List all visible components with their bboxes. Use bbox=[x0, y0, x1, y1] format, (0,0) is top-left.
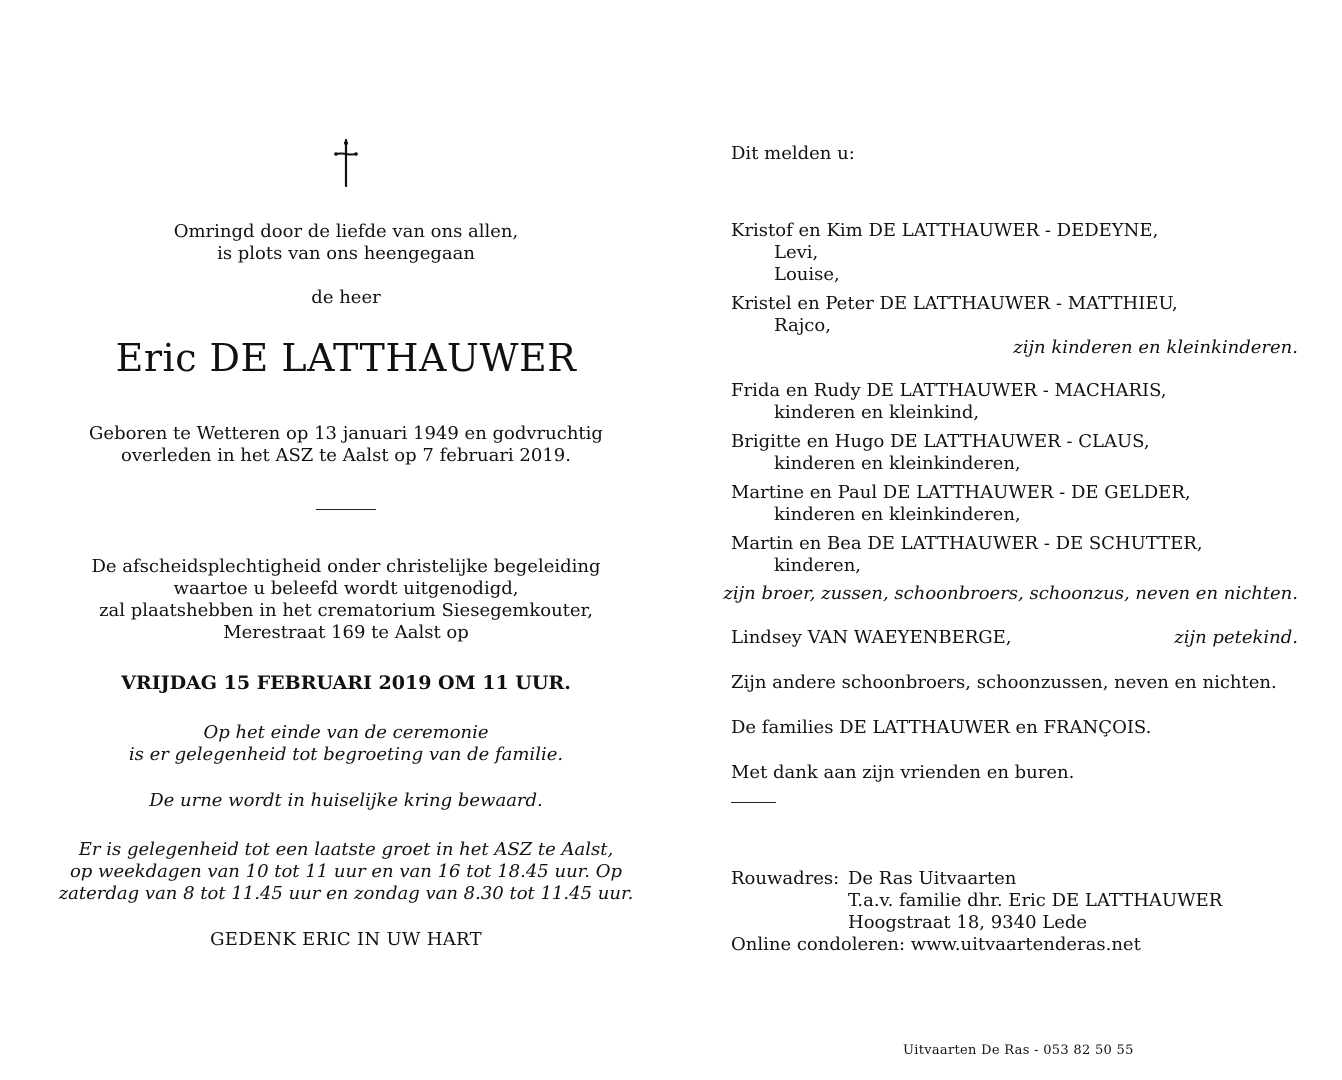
divider bbox=[316, 509, 376, 510]
visit-line: op weekdagen van 10 tot 11 uur en van 16 tot 18.45 uur. Op bbox=[69, 861, 623, 882]
godchild-line: Lindsey VAN WAEYENBERGE, bbox=[731, 627, 1012, 648]
families-line: De families DE LATTHAUWER en FRANÇOIS. bbox=[731, 717, 1152, 738]
divider bbox=[731, 802, 776, 803]
cross-icon bbox=[326, 138, 366, 190]
greeting-line: is er gelegenheid tot begroeting van de familie. bbox=[128, 744, 564, 765]
visit-line: Er is gelegenheid tot een laatste groet in het ASZ te Aalst, bbox=[78, 839, 614, 860]
footer-credit: Uitvaarten De Ras - 053 82 50 55 bbox=[903, 1043, 1134, 1058]
family-sub-line: kinderen, bbox=[774, 555, 862, 576]
others-line: Zijn andere schoonbroers, schoonzussen, neven en nichten. bbox=[731, 672, 1277, 693]
ceremony-line: zal plaatshebben in het crematorium Siesegemkouter, bbox=[99, 600, 593, 621]
address-label: Rouwadres: bbox=[731, 868, 840, 889]
relation-text: zijn petekind. bbox=[1174, 627, 1298, 648]
relation-text: zijn broer, zussen, schoonbroers, schoonzus, neven en nichten. bbox=[723, 583, 1298, 604]
intro-line: is plots van ons heengegaan bbox=[217, 243, 475, 264]
grandchild-line: Louise, bbox=[774, 264, 840, 285]
greeting-text bbox=[70, 722, 622, 766]
visit-line: zaterdag van 8 tot 11.45 uur en zondag van 8.30 tot 11.45 uur. bbox=[58, 883, 634, 904]
family-line: Martin en Bea DE LATTHAUWER - DE SCHUTTER, bbox=[731, 533, 1203, 554]
online-condolence: Online condoleren: www.uitvaartenderas.net bbox=[731, 934, 1141, 955]
thanks-line: Met dank aan zijn vrienden en buren. bbox=[731, 762, 1075, 783]
honorific: de heer bbox=[311, 287, 381, 308]
family-sub-line: kinderen en kleinkinderen, bbox=[774, 453, 1021, 474]
ceremony-date: VRIJDAG 15 FEBRUARI 2019 OM 11 UUR. bbox=[121, 672, 571, 694]
birth-line: Geboren te Wetteren op 13 januari 1949 en godvruchtig bbox=[89, 423, 603, 444]
family-line: Kristel en Peter DE LATTHAUWER - MATTHIEU, bbox=[731, 293, 1178, 314]
address-line: T.a.v. familie dhr. Eric DE LATTHAUWER bbox=[848, 890, 1223, 911]
family-line: Frida en Rudy DE LATTHAUWER - MACHARIS, bbox=[731, 380, 1167, 401]
closing-text: GEDENK ERIC IN UW HART bbox=[210, 929, 482, 950]
address-line: De Ras Uitvaarten bbox=[848, 868, 1017, 889]
announce-heading: Dit melden u: bbox=[731, 143, 855, 164]
intro-line: Omringd door de liefde van ons allen, bbox=[173, 221, 519, 242]
family-line: Kristof en Kim DE LATTHAUWER - DEDEYNE, bbox=[731, 220, 1159, 241]
grandchild-line: Rajco, bbox=[774, 315, 831, 336]
ceremony-text bbox=[40, 556, 652, 644]
ceremony-line: Merestraat 169 te Aalst op bbox=[223, 622, 469, 643]
family-sub-line: kinderen en kleinkind, bbox=[774, 402, 980, 423]
relation-text: zijn kinderen en kleinkinderen. bbox=[1013, 337, 1298, 358]
grandchild-line: Levi, bbox=[774, 242, 819, 263]
visit-text bbox=[40, 839, 652, 905]
family-sub-line: kinderen en kleinkinderen, bbox=[774, 504, 1021, 525]
deceased-name: Eric DE LATTHAUWER bbox=[115, 336, 577, 380]
ceremony-line: waartoe u beleefd wordt uitgenodigd, bbox=[173, 578, 519, 599]
birth-death-text bbox=[70, 423, 622, 467]
intro-text bbox=[70, 221, 622, 265]
death-line: overleden in het ASZ te Aalst op 7 februari 2019. bbox=[121, 445, 571, 466]
address-line: Hoogstraat 18, 9340 Lede bbox=[848, 912, 1088, 933]
family-line: Brigitte en Hugo DE LATTHAUWER - CLAUS, bbox=[731, 431, 1150, 452]
greeting-line: Op het einde van de ceremonie bbox=[203, 722, 489, 743]
family-line: Martine en Paul DE LATTHAUWER - DE GELDER, bbox=[731, 482, 1191, 503]
ceremony-line: De afscheidsplechtigheid onder christelijke begeleiding bbox=[91, 556, 601, 577]
urn-text: De urne wordt in huiselijke kring bewaard. bbox=[149, 790, 543, 811]
